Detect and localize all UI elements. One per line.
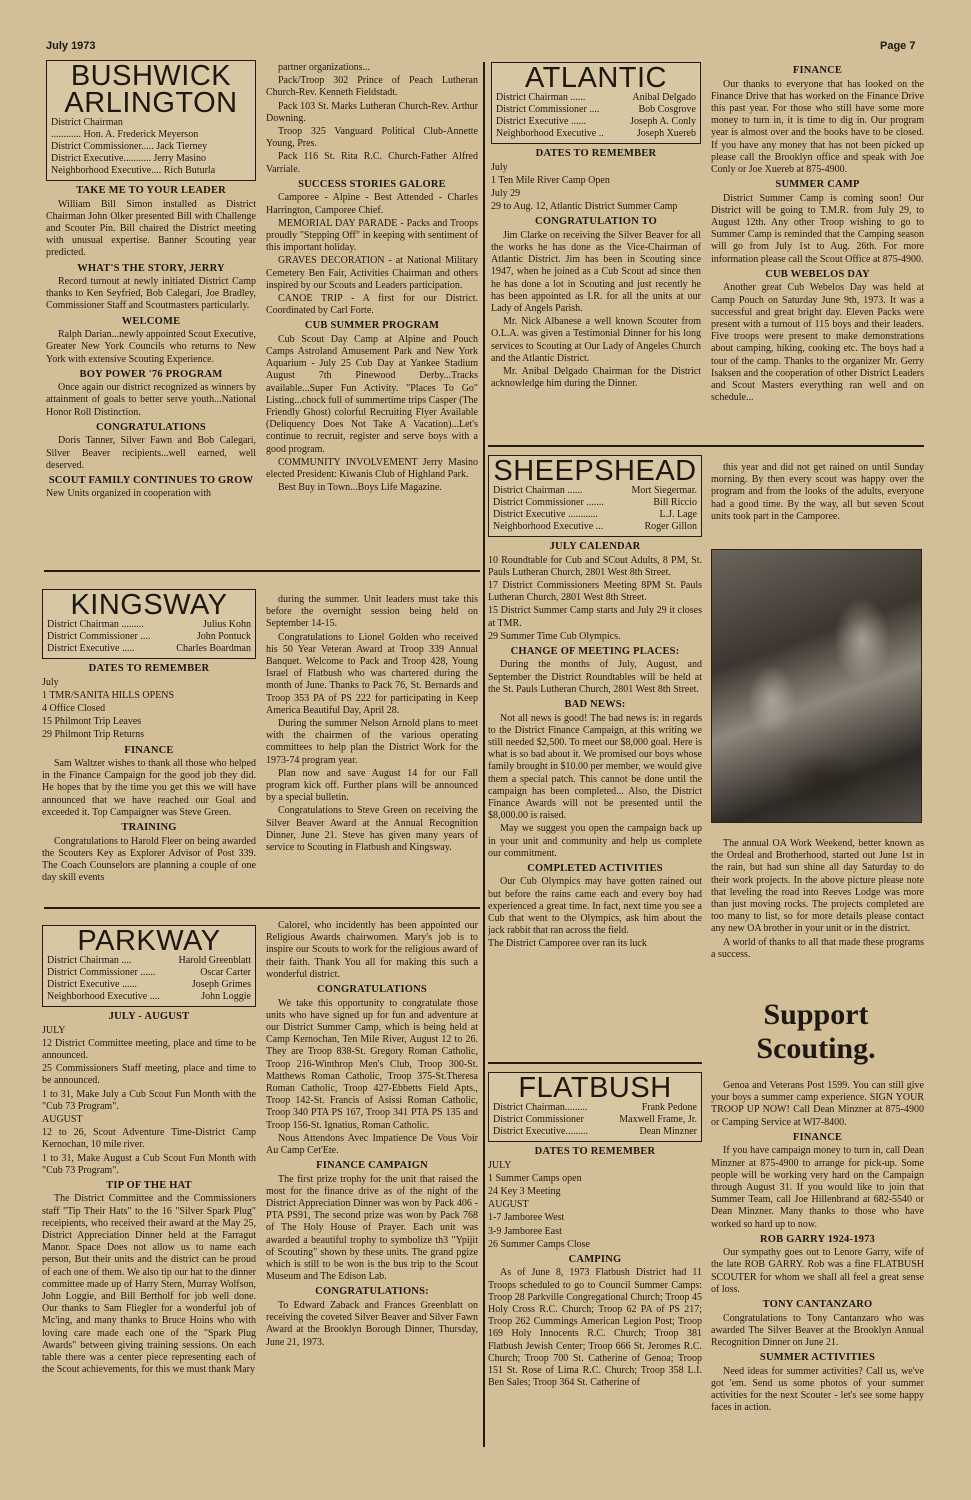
paragraph: July 29 — [491, 187, 521, 199]
staff-row: District Executive........... Jerry Masino — [51, 153, 206, 164]
paragraph: If you have campaign money to turn in, call Dean Minzner at 875-4900 to arrange for pick-up. Some people will be working very hard on the Campaign through August 31. If you would like to join that Summer Team, call Joe Hillenbrand at 682-5540 or Dean Minzner. Many thanks to those who have worked so hard up to now. — [711, 1145, 924, 1230]
paragraph: 1 to 31, Make August a Cub Scout Fun Month with "Cub 73 Program". — [42, 1152, 256, 1176]
kingsway-title: KINGSWAY — [70, 589, 228, 621]
sheepshead-title: SHEEPSHEAD — [493, 455, 697, 487]
section-heading: ROB GARRY 1924-1973 — [759, 1233, 876, 1245]
section-heading: SCOUT FAMILY CONTINUES TO GROW — [48, 474, 254, 486]
paragraph: 25 Commissioners Staff meeting, place and time to be announced. — [42, 1063, 256, 1087]
paragraph: Not all news is good! The bad news is: in regards to the District Finance Campaign, at this writing we still needed $2,500. To meet our $8,000 goal. Here is what is so bad about it. We promised our boys whose family brought in $10.00 per member, we would give them a special patch. This cannot be done until the campaign has been completed... Also, the District Finance Awards will not be presented until the $8,000.00 is raised. — [488, 712, 702, 822]
paragraph: 1 TMR/SANITA HILLS OPENS — [42, 689, 175, 701]
paragraph: Need ideas for summer activities? Call us, we've got 'em. Send us some photos of your summer activities for the next Scouter - let's see some happy faces in action. — [711, 1365, 924, 1414]
paragraph: CANOE TRIP - A first for our District. Coordinated by Carl Forte. — [266, 292, 478, 317]
paragraph: AUGUST — [488, 1199, 529, 1211]
parkway-column-1 — [42, 925, 256, 1445]
atlantic-masthead — [491, 62, 701, 144]
staff-name: Joseph Xuereb — [636, 128, 696, 139]
staff-role: Neighborhood Executive .... — [47, 991, 160, 1002]
atlantic-column-1 — [491, 62, 701, 440]
paragraph: Camporee - Alpine - Best Attended - Charles Harrington, Camporee Chief. — [266, 192, 478, 216]
section-heading: FINANCE — [792, 65, 843, 76]
section-heading: COMPLETED ACTIVITIES — [527, 862, 663, 874]
staff-name: Harold Greenblatt — [178, 955, 251, 966]
paragraph: Pack/Troop 302 Prince of Peach Lutheran Church-Rev. Kenneth Fieldstadt. — [266, 75, 478, 99]
staff-role: District Chairman......... — [493, 1102, 588, 1113]
kingsway-masthead — [42, 589, 256, 659]
paragraph: To Edward Zaback and Frances Greenblatt on receiving the coveted Silver Beaver and Silver Fawn Award at the Brooklyn Borough Dinner, Thursday, June 21, 1973. — [266, 1299, 478, 1348]
sheepshead-masthead — [488, 455, 702, 537]
section-heading: BOY POWER '76 PROGRAM — [79, 368, 223, 380]
paragraph: William Bill Simon installed as District Chairman John Olker presented Bill with Challenge and Scouter Pin. Bill chaired the District meeting with unusual expertise. Banner Scouting year predicted. — [46, 198, 256, 259]
paragraph: During the summer Nelson Arnold plans to meet with the chairmen of the various operating committees to help plan the District Work for the 1973-74 program year. — [266, 718, 478, 766]
bushwick-title: BUSHWICK ARLINGTON — [64, 60, 238, 119]
staff-role: District Commissioner — [493, 1114, 584, 1125]
staff-role: District Commissioner ...... — [47, 967, 156, 978]
paragraph: 4 Office Closed — [42, 702, 106, 714]
staff-role: District Chairman ......... — [47, 619, 144, 630]
section-heading: DATES TO REMEMBER — [88, 663, 210, 674]
divider — [44, 570, 480, 572]
section-heading: SUCCESS STORIES GALORE — [298, 178, 446, 190]
paragraph: District Summer Camp is coming soon! Our District will be going to T.M.R. from July 29, to August 12th. Any other Troop wishing to go to Summer Camp is reminded that the Camping season will go from July 1st to Aug. 26th. For more information please call the Scout Office at 875-4900. — [711, 192, 924, 265]
staff-name: John Pontuck — [196, 631, 251, 642]
paragraph: Ralph Darian...newly appointed Scout Executive, Greater New York Councils who returns to New York with extensive Scouting Experience. — [46, 329, 256, 365]
section-heading: WHAT'S THE STORY, JERRY — [77, 262, 225, 274]
staff-row — [47, 967, 251, 979]
flatbush-column-1 — [488, 1072, 702, 1446]
staff-name: Joseph Grimes — [191, 979, 251, 990]
staff-row — [47, 979, 251, 991]
paragraph: 26 Summer Camps Close — [488, 1238, 590, 1250]
paragraph: Mr. Anibal Delgado Chairman for the District acknowledge him during the Dinner. — [491, 366, 701, 390]
staff-name: Mort Siegermar. — [631, 485, 697, 496]
staff-name: Bill Riccio — [653, 497, 697, 508]
paragraph: 29 Philmont Trip Returns — [42, 729, 144, 741]
paragraph: July — [491, 161, 508, 173]
paragraph: Pack 116 St. Rita R.C. Church-Father Alfred Varriale. — [266, 151, 478, 175]
paragraph: The annual OA Work Weekend, better known as the Ordeal and Brotherhood, started out June 1st in the rain, but had sun shine all day Saturday to do their work projects. In the above picture please note that leveling the road into Reeves Lodge was more than just moving rocks. The projects completed are too many to list, so for more details please contact any new OA brother in your unit or in the district. — [711, 838, 924, 935]
staff-role: District Commissioner .... — [47, 631, 151, 642]
staff-row — [47, 631, 251, 643]
paragraph: COMMUNITY INVOLVEMENT Jerry Masino elected President: Kiwanis Club of Highland Park. — [266, 456, 478, 481]
paragraph: Our thanks to everyone that has looked on the Finance Drive that has worked on the Finance Drive this past year. For those who still have some more money to turn in, it is time to dig in. Our program year is almost over and the books have to be closed. If you have any money that has not been picked up please call the Brooklyn office and speak with Joe Conly or Joe Xuereb at 875-4900. — [711, 78, 924, 175]
staff-row — [493, 521, 697, 533]
section-heading: FINANCE CAMPAIGN — [316, 1160, 428, 1172]
paragraph: 3-9 Jamboree East — [488, 1225, 562, 1237]
paragraph: Congratulations to Tony Cantanzaro who was awarded The Silver Beaver at the Brooklyn Annual Recognition Dinner on June 21. — [711, 1312, 924, 1348]
staff-role: District Commissioner .... — [496, 104, 600, 115]
section-heading: SUMMER ACTIVITIES — [759, 1352, 876, 1364]
staff-role: District Chairman .... — [47, 955, 132, 966]
paragraph: 1-7 Jamboree West — [488, 1212, 565, 1224]
section-heading: TAKE ME TO YOUR LEADER — [76, 185, 226, 196]
paragraph: Our sympathy goes out to Lenore Garry, wife of the late ROB GARRY. Rob was a fine FLATBUSH SCOUTER for whom we shall all feel a great sense of loss. — [711, 1247, 924, 1295]
parkway-masthead — [42, 925, 256, 1007]
parkway-column-2 — [266, 920, 478, 1445]
paragraph: 10 Roundtable for Cub and SCout Adults, 8 PM, St. Pauls Lutheran Church, 2801 West 8th Street. — [488, 554, 702, 578]
paragraph: The first prize trophy for the unit that raised the most for the finance drive as of the night of the District Appreciation Dinner was won by Pack 406 - PTA PS91, The second prize was won by Pack 768 of The Holy House of Prayer. Each unit was awarded a beautiful trophy to symbolize th3 "Ypijit of Scouting" shown by these units. The grand pgize which is still to be won is the bus trip to the Scout Museum and The Edison Lab. — [266, 1173, 478, 1283]
divider — [488, 445, 924, 447]
staff-name: John Loggie — [201, 991, 251, 1002]
paragraph: New Units organized in cooperation with — [46, 488, 212, 500]
parkway-title: PARKWAY — [77, 925, 221, 957]
section-heading: TIP OF THE HAT — [106, 1179, 192, 1191]
paragraph: GRAVES DECORATION - at National Military Cemetery Ben Fair, Activities Chairman and others inspired by our Scouts and Leaders participation. — [266, 255, 478, 291]
paragraph: Our Cub Olympics may have gotten rained out but before the rains came each and every boy had experienced a great time. In fact, next time you see a Cub that went to the Olympics, ask him about the jack rabbit that ran across the field. — [488, 876, 702, 937]
sheepshead-column-2-top — [711, 462, 924, 544]
staff-name: Charles Boardman — [176, 643, 251, 654]
staff-name: Julius Kohn — [202, 619, 251, 630]
column-divider — [483, 62, 485, 1447]
section-heading: SUMMER CAMP — [775, 179, 860, 191]
paragraph: this year and did not get rained on until Sunday morning. By then every scout was happy over the program and from the looks of the adults, everyone had a good time. By the way, all but seven Scout units took part in the Camporee. — [711, 462, 924, 522]
support-scouting-slogan: Support Scouting. — [756, 998, 876, 1065]
paragraph: Congratulations to Harold Fleer on being awarded the Scouters Key as Explorer Advisor of Post 339. The Coach Counselors are planning a couple of one day skill events — [42, 835, 256, 884]
staff-role: District Executive......... — [493, 1126, 588, 1137]
paragraph: We take this opportunity to congratulate those units who have signed up for fun and adventure at our District Summer Camp, which is being held at Camp Kernochan, Ten Mile River, August 12 to 26. They are Troop 838-St. Gregory Roman Catholic, Troop 216-Winthrop Men's Club, Troop 300-St. Matthews Roman Catholic, Troop 375-St.Theresa Roman Catholic, Troop 427-Ebbetts Field Apts., Troop 142-St. Francis of Asissi Roman Catholic, Troop 340 PTA PS 167, Troop 341 PTA PS 135 and Troop 156-St. Ignatius, Roman Catholic. — [266, 997, 478, 1131]
atlantic-title: ATLANTIC — [524, 62, 668, 94]
flatbush-column-2 — [711, 1080, 924, 1446]
flatbush-masthead — [488, 1072, 702, 1142]
paragraph: 17 District Commissioners Meeting 8PM St. Pauls Lutheran Church, 2801 West 8th Street. — [488, 579, 702, 604]
paragraph: Another great Cub Webelos Day was held at Camp Pouch on Saturday June 9th, 1973. It was a successful and great bright day. Eleven Packs were present with a turnout of 115 boys and their leaders. Five troops were present to make demonstrations about camping, hiking, cooking etc. The boys had a tour of the camp. Thanks to the organizer Mr. Gerry Isaksen and the cooperation of other District Leaders and Scout Masters everything ran well and on schedule... — [711, 282, 924, 404]
paragraph: Jim Clarke on receiving the Silver Beaver for all the works he has done as the Vice-Chairman of Atlantic District. Jim has been in Scouting since 1947, when he joined as a Cub Scout ad since then he has done a lot in Scouting and just recently he has been appointed as I.R. for all the units at our Lady of Angels Parish. — [491, 229, 701, 315]
section-heading: JULY CALENDAR — [549, 541, 641, 552]
staff-role: District Chairman ...... — [496, 92, 586, 103]
section-heading: CONGRATULATION TO — [535, 216, 657, 228]
staff-name: Anibal Delgado — [632, 92, 696, 103]
paragraph: Congratulations to Lionel Golden who received his 50 Year Veteran Award at Troop 339 Annual Banquet. Welcome to Pack and Troop 428, Young Israel of Flatbush who was chartered during the month of June. Thanks to Pack 76, St. Bernards and Troop 353 PA of PS 222 for participating in Keep America Beautiful Day, April 28. — [266, 631, 478, 716]
section-heading: CUB SUMMER PROGRAM — [304, 320, 440, 332]
paragraph: During the months of July, August, and September the District Roundtables will be held at the St. Pauls Lutheran Church, 2801 West 8th Street. — [488, 659, 702, 695]
section-heading: TONY CANTANZARO — [762, 1299, 873, 1311]
staff-role: District Commissioner ....... — [493, 497, 604, 508]
paragraph: Pack 103 St. Marks Lutheran Church-Rev. Arthur Downing. — [266, 100, 478, 124]
paragraph: May we suggest you open the campaign back up in your unit and community and help us complete our commitment. — [488, 823, 702, 859]
staff-row — [47, 991, 251, 1003]
paragraph: 1 Summer Camps open — [488, 1172, 582, 1184]
paragraph: 12 to 26, Scout Adventure Time-District Camp Kernochan, 10 mile river. — [42, 1127, 256, 1151]
paragraph: The District Camporee over ran its luck — [488, 938, 647, 950]
paragraph: 1 to 31, Make July a Cub Scout Fun Month with the "Cub 73 Program". — [42, 1088, 256, 1112]
paragraph: 12 District Committee meeting, place and time to be announced. — [42, 1037, 256, 1061]
paragraph: Calorel, who incidently has been appointed our Religious Awards chairwomen. Mary's job is to inspire our Scouts to work for the religious award of their faith. Thank You all for making this such a wonderful district. — [266, 920, 478, 980]
paragraph: 15 Philmont Trip Leaves — [42, 716, 142, 728]
paragraph: Doris Tanner, Silver Fawn and Bob Calegari, Silver Beaver recipients...well earned, well deserved. — [46, 435, 256, 471]
staff-role: District Chairman ...... — [493, 485, 583, 496]
staff-role: District Executive ...... — [496, 116, 586, 127]
paragraph: 1 Ten Mile River Camp Open — [491, 174, 610, 186]
section-heading: DATES TO REMEMBER — [534, 1146, 656, 1157]
paragraph: As of June 8, 1973 Flatbush District had 11 Troops scheduled to go to Council Summer Camps: Troop 28 Parkville Congregational Church; Troop 45 Holy Cross R.C. Church; Troop 62 PA of PS 217; Troop 262 Cummings American Legion Post; Troop 169 Holy Innocents R.C. Church; Troop 381 Flatbush Jewish Center; Troop 666 St. Jeromes R.C. Church; Troop 700 St. Catherine of Genoa; Troop 151 St. Rose of Lima R.C. Church; Troop 358 L.I. Ben Sales; Troop 364 St. Catherine of — [488, 1267, 702, 1389]
staff-row — [496, 104, 696, 116]
paragraph: MEMORIAL DAY PARADE - Packs and Troops proudly "Stepping Off" in keeping with sentiment of this important holiday. — [266, 217, 478, 254]
section-heading: CHANGE OF MEETING PLACES: — [510, 645, 680, 657]
staff-row — [493, 509, 697, 521]
staff-row — [493, 1114, 697, 1126]
paragraph: Congratulations to Steve Green on receiving the Silver Beaver Award at the Annual Recognition Dinner, June 21. Steve has given many years of service to Scouting in Flatbush and Kingsway. — [266, 805, 478, 854]
paragraph: AUGUST — [42, 1113, 83, 1125]
staff-name: Maxwell Frame, Jr. — [619, 1114, 697, 1125]
oa-work-weekend-photo — [711, 549, 922, 823]
bushwick-column-2 — [266, 62, 478, 567]
paragraph: during the summer. Unit leaders must take this before the overnight session being held on September 14-15. — [266, 594, 478, 630]
page-number: Page 7 — [880, 40, 916, 52]
section-heading: DATES TO REMEMBER — [535, 148, 657, 159]
paragraph: Mr. Nick Albanese a well known Scouter from O.L.A. was given a Testimonial Dinner for his long services to Scouting at Our Lady of Angeles Church and the Atlantic District. — [491, 316, 701, 364]
staff-row — [493, 1126, 697, 1138]
staff-row: ............ Hon. A. Frederick Meyerson — [51, 129, 199, 140]
staff-row — [47, 643, 251, 655]
atlantic-column-2 — [711, 62, 924, 440]
staff-name: Joseph A. Conly — [630, 116, 696, 127]
staff-row — [496, 116, 696, 128]
staff-role: District Executive ............ — [493, 509, 598, 520]
staff-name: Bob Cosgrove — [638, 104, 696, 115]
section-heading: CONGRATULATIONS — [317, 984, 427, 996]
kingsway-column-1 — [42, 589, 256, 901]
paragraph: JULY — [42, 1024, 66, 1036]
sheepshead-column-1 — [488, 455, 702, 1057]
section-heading: WELCOME — [121, 315, 181, 327]
staff-row: District Chairman — [51, 117, 123, 128]
bushwick-column-1 — [46, 60, 256, 565]
paragraph: Cub Scout Day Camp at Alpine and Pouch Camps Astroland Amusement Park and New York Aquarium - July 25 Cub Day at Yankee Stadium August 7th Pinewood Derby...Tracks available...Super Fun Activity. "Places To Go" Listing...chock full of summertime trips Casper (The Friendly Ghost) colorful Recruiting Flyer Available (Deliquency Does Not Take A Vacation)...Let's continue to recruit, register and serve boys with a good program. — [266, 333, 478, 455]
flatbush-title: FLATBUSH — [518, 1072, 672, 1104]
staff-name: Dean Minzner — [639, 1126, 697, 1137]
staff-row: Neighborhood Executive.... Rich Buturla — [51, 165, 216, 176]
paragraph: Genoa and Veterans Post 1599. You can still give your boys a summer camp experience. SIGN YOUR TROOP UP NOW! Call Dean Minzner at 875-4900 or Camping Service at WI7-8400. — [711, 1080, 924, 1128]
paragraph: 29 to Aug. 12, Atlantic District Summer Camp — [491, 201, 678, 213]
staff-name: Roger Gillon — [644, 521, 697, 532]
paragraph: 24 Key 3 Meeting — [488, 1185, 561, 1197]
paragraph: July — [42, 676, 59, 688]
paragraph: 29 Summer Time Cub Olympics. — [488, 630, 621, 642]
divider — [44, 907, 480, 909]
paragraph: partner organizations... — [278, 62, 371, 73]
issue-date: July 1973 — [46, 40, 96, 52]
staff-role: Neighborhood Executive .. — [496, 128, 604, 139]
sheepshead-column-2-bottom — [711, 838, 924, 994]
paragraph: The District Committee and the Commissioners staff "Tip Their Hats" to the 16 "Silver Spark Plug" receipients, who received their award at the May 25, District Appreciation Dinner held at the Farragut Manor. Space Does not allow us to name each person, But their units and the district can be proud of each one of them. We also tip our hat to the dinner committee made up of Harry Stern, Murray Wolfson, John Loggie, and Bill Bertholf for job well done. Our thanks to Sam Fliegler for a wonderful job of Mc'ing, and many thanks to Bruce Hoins who with loving care made each one of the "Spark Plug Awards" between giving training sessions. On each table there was a center piece representing each of the Scout achievements, for this we must thank Mary — [42, 1193, 256, 1376]
staff-row — [493, 497, 697, 509]
section-heading: TRAINING — [121, 822, 177, 834]
staff-row: District Commissioner..... Jack Tierney — [51, 141, 208, 152]
section-heading: BAD NEWS: — [564, 699, 626, 711]
paragraph: JULY — [488, 1159, 512, 1171]
paragraph: Troop 325 Vanguard Political Club-Annette Young, Pres. — [266, 126, 478, 150]
staff-name: L.J. Lage — [659, 509, 697, 520]
paragraph: Plan now and save August 14 for our Fall program kick off. Further plans will be announced by a special bulletin. — [266, 767, 478, 804]
section-heading: JULY - AUGUST — [108, 1011, 190, 1022]
paragraph: Once again our district recognized as winners by attainment of goals to better serve youth...National Honor Roll Distinction. — [46, 382, 256, 418]
paragraph: Sam Waltzer wishes to thank all those who helped in the Finance Campaign for the good job they did. He hopes that by the time you get this we will have announced that we have reached our Goal and exceeded it. Top Campaigner was Steve Green. — [42, 758, 256, 818]
paragraph: Best Buy in Town...Boys Life Magazine. — [278, 482, 442, 494]
section-heading: CUB WEBELOS DAY — [765, 268, 870, 280]
staff-name: Oscar Carter — [200, 967, 251, 978]
section-heading: FINANCE — [792, 1131, 843, 1143]
divider — [488, 1062, 702, 1064]
paragraph: A world of thanks to all that made these programs a success. — [711, 936, 924, 960]
staff-role: District Executive ...... — [47, 979, 137, 990]
section-heading: FINANCE — [124, 744, 174, 756]
kingsway-column-2 — [266, 594, 478, 900]
section-heading: CAMPING — [568, 1253, 622, 1265]
staff-role: District Executive ..... — [47, 643, 135, 654]
section-heading: CONGRATULATIONS — [96, 421, 206, 433]
section-heading: CONGRATULATIONS: — [315, 1286, 429, 1298]
paragraph: 15 District Summer Camp starts and July 29 it closes at TMR. — [488, 605, 702, 629]
bushwick-masthead — [46, 60, 256, 181]
staff-name: Frank Pedone — [641, 1102, 697, 1113]
paragraph: Nous Attendons Avec Impatience De Vous Voir Au Camp Cet'Ete. — [266, 1132, 478, 1156]
staff-row — [496, 128, 696, 140]
staff-role: Neighborhood Executive ... — [493, 521, 604, 532]
paragraph: Record turnout at newly initiated District Camp thanks to Ken Seyfried, Bob Calegari, Joe Bradley, Commissioner Staff and Scoutmasters particularly. — [46, 276, 256, 312]
